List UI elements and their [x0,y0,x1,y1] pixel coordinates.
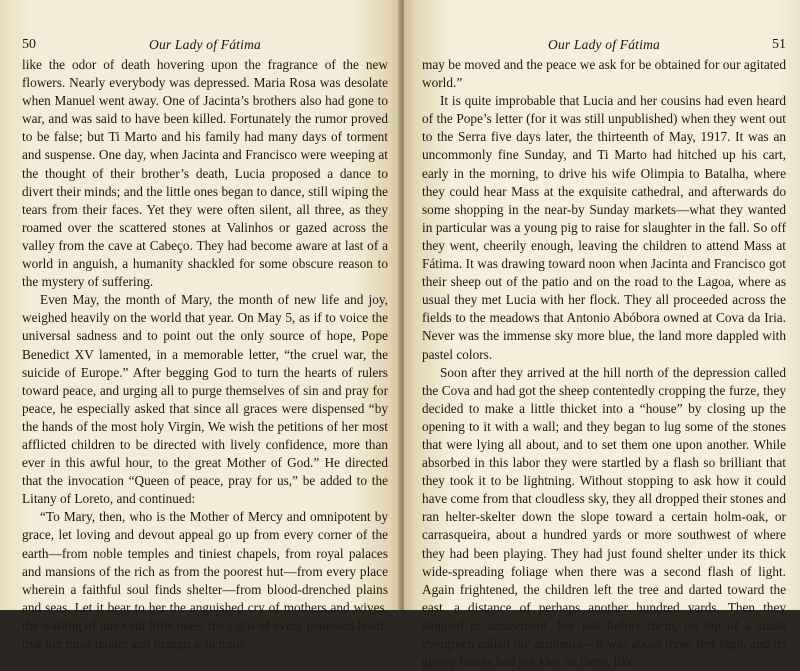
right-running-head [422,36,786,54]
right-paragraph-3: Soon after they arrived at the hill north of the depression called the Cova and had got the sheep contentedly cropping the furze, they decided to make a little thicket into a “house” by closing up the opening to it with a wall; and they began to lug some of the stones that were lying all about, and to set them one upon another. While absorbed in this labor they were startled by a flash so brilliant that they took it to be lightning. Without stopping to ask how it could have come from that cloudless sky, they all dropped their stones and ran helter-skelter down the slope toward a certain holm-oak, or carrasqueira, about a hundred yards or more southwest of where they had been playing. They had just found shelter under its thick wide-spreading foliage when there was a second flash of light. Again frightened, the children left the tree and darted toward the east, a distance of perhaps another hundred yards. Then they stopped in amazement. For just before them, on top of a small evergreen called the azinheira—it was about three feet high, and its glossy leaves had prickles on them, like [422,364,786,670]
right-running-title: Our Lady of Fátima [548,37,660,52]
right-page-number: 51 [772,37,786,52]
right-paragraph-1: may be moved and the peace we ask for be obtained for our agitated world.” [422,57,786,91]
right-paragraph-2: It is quite improbable that Lucia and her cousins had even heard of the Pope’s letter (for it was still unpublished) when they went out to the Serra five days later, the thirteenth of May, 1917. It was an uncommonly fine Sunday, and Ti Marto had hitched up his cart, early in the morning, to drive his wife Olimpia to Batalha, where they could hear Mass at the exquisite cathedral, and afterwards do some shopping in the near-by Sunday markets—what they wanted in particular was a young pig to raise for slaughter in the fall. So off they went, cheerily enough, leaving the children to attend Mass at Fátima. It was drawing toward noon when Jacinta and Francisco got their sheep out of the patio and on the road to the Lagoa, where as usual they met Lucia with her flock. They all proceeded across the fields to the meadows that Antonio Abóbora owned at Cova da Iria. Never was the immense sky more blue, the land more dappled with pastel colors. [422,93,786,362]
left-paragraph-3: “To Mary, then, who is the Mother of Mercy and omnipotent by grace, let loving and devout appeal go up from every corner of the earth—from noble temples and tiniest chapels, from royal palaces and mansions of the rich as from the poorest hut—from every place wherein a faithful soul finds shelter—from blood-drenched plains and seas. Let it bear to her the anguished cry of mothers and wives, the wailing of innocent little ones, the sighs of every generous heart: that her most tender and benign solicitude [22,509,388,651]
left-body-text [22,56,388,653]
left-page [0,0,401,651]
left-paragraph-1: like the odor of death hovering upon the fragrance of the new flowers. Nearly everybody was depressed. Maria Rosa was desolate when Manuel went away. One of Jacinta’s brothers also had gone to war, and was said to have been killed. Fortunately the rumor proved to be false; but Ti Marto and his family had many days of torment and suspense. One day, when Jacinta and Francisco were weeping at the thought of their brother’s death, Lucia proposed a dance to divert their minds; and the little ones began to dance, still wiping the tears from their faces. Yet they were often silent, all three, as they roamed over the scattered stones at Valinhos or gazed across the valley from the cave at Cabeço. They had become aware at last of a world in anguish, a humanity shackled for some obscure reason to the mystery of suffering. [22,57,388,290]
left-running-head [22,36,388,54]
right-body-text [422,56,786,671]
left-running-title: Our Lady of Fátima [149,37,261,52]
left-page-number: 50 [22,37,36,52]
right-page [404,0,800,670]
left-paragraph-2: Even May, the month of Mary, the month of new life and joy, weighed heavily on the world that year. On May 5, as if to voice the universal sadness and to point out the only source of hope, Pope Benedict XV lamented, in a memorable letter, “the cruel war, the suicide of Europe.” After begging God to turn the hearts of rulers toward peace, and urging all to purge themselves of sin and pray for peace, he especially asked that since all graces were dispensed “by the hands of the most holy Virgin, We wish the petitions of her most afflicted children to be directed with lively confidence, more than ever in this awful hour, to the great Mother of God.” He directed that the invocation “Queen of peace, pray for us,” be added to the Litany of Loreto, and continued: [22,292,388,507]
